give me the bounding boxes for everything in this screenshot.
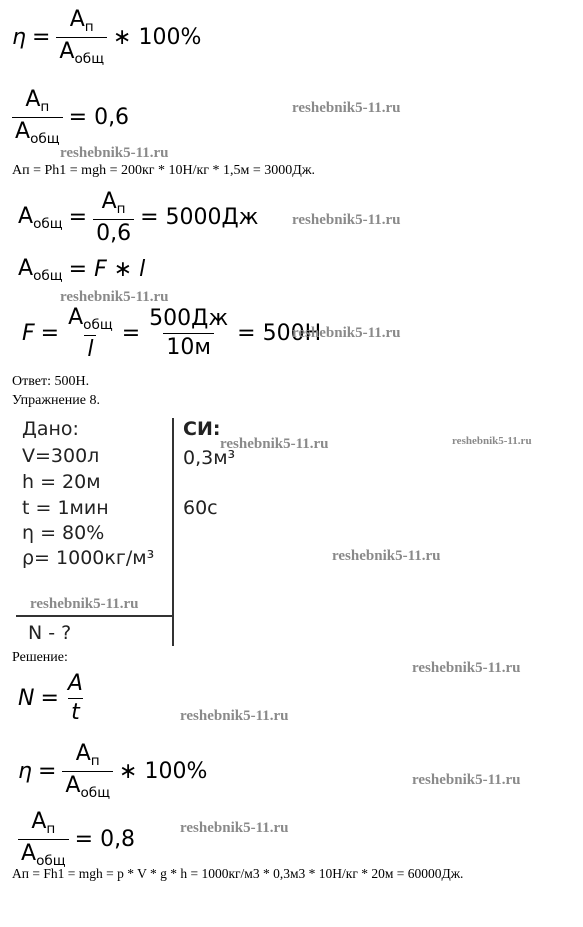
watermark: reshebnik5-11.ru [180,820,289,836]
given-item: h = 20м [22,471,101,493]
watermark: reshebnik5-11.ru [30,596,139,612]
watermark: reshebnik5-11.ru [60,145,169,161]
ratio-formula-08: $\frac{А_п}{А_{общ}}$ = 0,8 [18,810,135,869]
fraction: $\frac{A}{t}$ [67,671,83,726]
given-item: t = 1мин [22,497,109,519]
given-item: ρ= 1000кг/м³ [22,547,155,569]
power-formula: N = $\frac{A}{t}$ [18,672,86,725]
watermark: reshebnik5-11.ru [412,772,521,788]
fraction: $\frac{А_п}{0,6}$ [93,190,134,246]
answer-line: Ответ: 500Н. [12,374,90,389]
watermark: reshebnik5-11.ru [452,435,532,447]
efficiency-formula: η = $\frac{А_п}{А_{общ}}$ ∗ 100% [18,741,208,801]
ratio-formula-06: $\frac{А_п}{А_{общ}}$ = 0,6 [12,88,129,147]
watermark: reshebnik5-11.ru [332,548,441,564]
fraction: $\frac{А_п}{А_{общ}}$ [62,742,113,801]
watermark: reshebnik5-11.ru [180,708,289,724]
total-work-formula: $А_{общ}$ = $\frac{А_п}{0,6}$ = 5000Дж [18,189,259,246]
solution-label: Решение: [12,650,68,665]
table-separator [172,418,174,646]
si-item: 0,3м³ [183,447,236,469]
given-title: Дано: [22,418,79,440]
watermark: reshebnik5-11.ru [292,212,401,228]
watermark: reshebnik5-11.ru [60,289,169,305]
fraction: $\frac{А_п}{А_{общ}}$ [12,88,63,147]
useful-work-line: Ап = Fh1 = mgh = p * V * g * h = 1000кг/м3 * 0,3м3 * 10Н/кг * 20м = 60000Дж. [12,866,464,881]
useful-work-line: Ап = Ph1 = mgh = 200кг * 10Н/кг * 1,5м = 3000Дж. [12,163,316,178]
given-divider [16,615,172,617]
given-item: V=300л [22,445,100,467]
si-title: СИ: [183,418,221,440]
efficiency-formula: η = $\frac{А_п}{А_{общ}}$ ∗ 100% [12,7,202,67]
watermark: reshebnik5-11.ru [220,436,329,452]
fraction: $\frac{500Дж}{10м}$ [149,306,229,361]
si-item: 60с [183,497,218,519]
fraction: $\frac{А_{общ}}{l}$ [68,305,113,362]
watermark: reshebnik5-11.ru [292,325,401,341]
given-item: η = 80% [22,522,105,544]
total-work-force-formula: $А_{общ}$ = F ∗ l [18,256,146,284]
watermark: reshebnik5-11.ru [412,660,521,676]
eta-symbol: η [12,24,26,50]
fraction: $\frac{А_п}{А_{общ}}$ [56,8,107,67]
watermark: reshebnik5-11.ru [292,100,401,116]
exercise-heading: Упражнение 8. [12,393,100,408]
force-formula: F = $\frac{А_{общ}}{l}$ = $\frac{500Дж}{10м}$ = 500Н [22,305,322,362]
fraction: $\frac{А_п}{А_{общ}}$ [18,810,69,869]
find-item: N - ? [28,622,72,644]
